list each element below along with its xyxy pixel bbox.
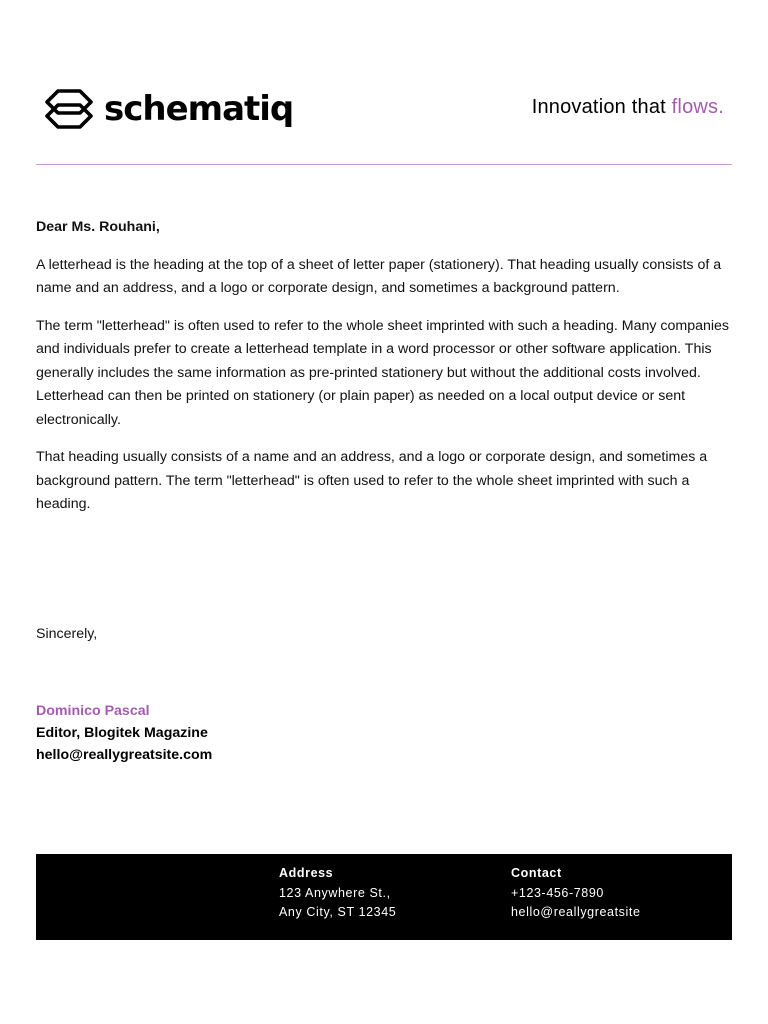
closing: Sincerely, [36, 626, 98, 642]
interlocking-diamond-logo-icon [44, 87, 94, 131]
signature-block [36, 700, 212, 766]
footer-contact [511, 864, 641, 923]
address-line-2: Any City, ST 12345 [279, 905, 397, 919]
tagline-accent: flows. [671, 96, 724, 118]
tagline-text: Innovation that [531, 96, 666, 118]
footer-address [279, 864, 396, 923]
header-divider [36, 164, 732, 165]
footer-bar [36, 854, 732, 940]
paragraph-2: The term "letterhead" is often used to refer to the whole sheet imprinted with such a heading. Many companies and individuals prefer to create a letterhead template in a word processor or other software application. This generally includes the same information as pre-printed stationery but without the additional costs involved. Letterhead can then be printed on stationery (or plain paper) as needed on a local output device or sent electronically. [36, 317, 730, 428]
contact-phone[interactable]: +123-456-7890 [511, 885, 604, 900]
signature-email[interactable]: hello@reallygreatsite.com [36, 747, 213, 763]
brand-logo [44, 86, 293, 132]
tagline [532, 96, 724, 119]
signature-name: Dominico Pascal [36, 703, 150, 719]
letter-body [36, 216, 736, 531]
address-heading: Address [279, 866, 334, 880]
address-line-1: 123 Anywhere St., [279, 885, 391, 900]
signature-title: Editor, Blogitek Magazine [36, 725, 208, 741]
brand-name: schematiq [104, 89, 294, 129]
greeting: Dear Ms. Rouhani, [36, 219, 160, 235]
contact-email[interactable]: hello@reallygreatsite [511, 905, 641, 919]
paragraph-3: That heading usually consists of a name and an address, and a logo or corporate design, and sometimes a background pattern. The term "letterhead" is often used to refer to the whole sheet imprinted with such a heading. [36, 449, 708, 512]
paragraph-1: A letterhead is the heading at the top of a sheet of letter paper (stationery). That heading usually consists of a name and an address, and a logo or corporate design, and sometimes a background pattern. [36, 256, 722, 296]
contact-heading: Contact [511, 866, 562, 880]
